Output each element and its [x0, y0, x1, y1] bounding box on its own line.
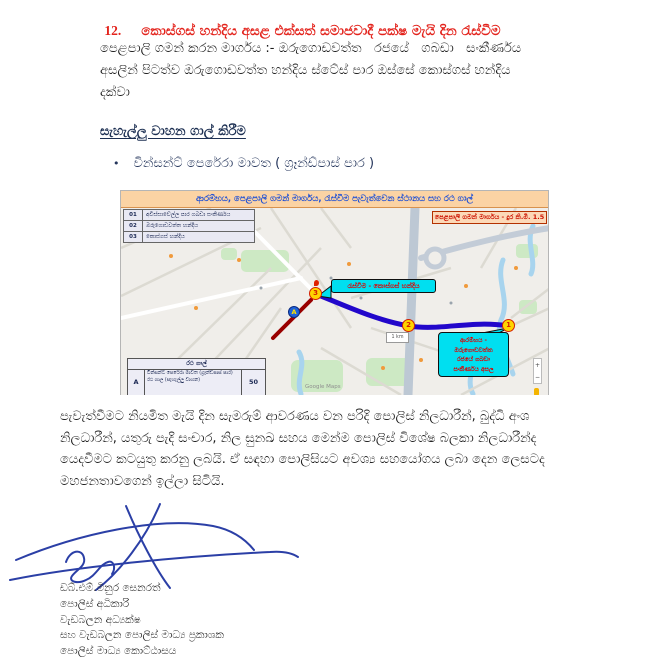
parking-description: වින්සන්ට් පෙරේරා මාවත (ග්‍රෑන්ඩ්පාස් පාර) රථ ගාල (සැහැල්ලු වාහන) [145, 370, 242, 395]
bullet-icon: • [113, 157, 120, 170]
page-title: කොස්ගස් හන්දිය අසළ එක්සත් සමාජවාදී පක්ෂ මැයි දින රැස්වීම [141, 23, 501, 39]
paragraph-line: පෙළපාලි ගමන් කරන මාර්ගය :- ඔරුගොඩවත්ත රජයේ ගබඩා සංකීර්ණය [100, 41, 522, 56]
legend-row [124, 232, 254, 242]
map-canvas [121, 208, 548, 395]
parking-capacity: 50 [248, 378, 259, 386]
legend-number: 03 [124, 232, 143, 242]
route-marker-2: 2 [402, 319, 415, 332]
pegman-icon [534, 388, 539, 395]
paragraph-line: දක්වා [100, 85, 130, 100]
parking-code: A [128, 370, 145, 395]
start-callout-line: ඔරුගොඩවත්ත [454, 346, 493, 354]
security-paragraph [60, 406, 596, 492]
signatory-block [60, 581, 224, 660]
signatory-name: ඩබ්.එම්.මිනුර සෙනරත් [60, 582, 161, 594]
paragraph-line: යෙදවීමට කටයුතු කරනු ලබයි. ඒ සඳහා පොලිසියට අවශ්‍ය සහයෝගය ලබා දෙන ලෙසටද [60, 452, 545, 467]
parking-location-bullet [113, 156, 374, 171]
parking-marker-a: A [288, 306, 300, 318]
signatory-title: පොලිස් අධිකාරි [60, 597, 130, 610]
section-heading [95, 7, 501, 39]
map-attribution: Google Maps [305, 384, 341, 390]
paragraph-line: පැවැත්වීමට නියමිත මැයි දින සැමරුම් ආවරණය වන පරිදි පොලිස් නිලධාරීන්, බුද්ධි අංශ [60, 409, 530, 424]
legend-number: 02 [124, 221, 143, 231]
legend-number: 01 [124, 210, 143, 220]
scale-indicator: 1 km [386, 332, 409, 343]
paragraph-line: මහජනතාවගෙන් ඉල්ලා සිටියි. [60, 473, 225, 489]
map-title-bar: ආරම්භය, පෙළපාලි ගමන් මාර්ගය, රැස්වීම පැවැත්වෙන ස්ථානය සහ රථ ගාල් [121, 191, 548, 208]
meeting-callout: රැස්වීම - කොස්ගස් හන්දිය [331, 279, 436, 293]
map-legend-table [123, 209, 255, 243]
legend-label: අවිස්සාවේල්ල පාර ගබඩා සංකීර්ණය [146, 212, 231, 218]
zoom-out-icon: − [534, 373, 541, 381]
route-marker-3: 3 [309, 287, 322, 300]
signatory-title: වැඩබලන අධ්‍යක්ෂ [60, 613, 141, 626]
legend-label: ඔරුගොඩවත්ත හන්දිය [146, 223, 199, 229]
route-paragraph [100, 38, 600, 104]
legend-row [124, 210, 254, 221]
start-callout-line: රජයේ ගබඩා [456, 356, 491, 363]
start-callout-line: සංකීර්ණය අසල [453, 365, 494, 373]
start-callout [438, 332, 509, 377]
parking-table-header: රථ ගාල් [128, 359, 265, 370]
route-marker-1: 1 [502, 319, 515, 332]
legend-row [124, 221, 254, 232]
table-row [128, 370, 265, 395]
zoom-in-icon: + [534, 361, 541, 369]
parking-table [127, 358, 266, 395]
route-map-figure [120, 190, 549, 395]
signatory-title: සහ වැඩබලන පොලිස් මාධ්‍ය ප්‍රකාශක [60, 629, 224, 642]
paragraph-line: නිලධාරීන්, යතුරු පැදි සංචාර, නිල සුනඛ සහය මෙන්ම පොලිස් විශේෂ බලකා නිලධාරීන්ද [60, 430, 537, 446]
zoom-control [533, 358, 542, 384]
parking-location-label: වින්සන්ට් පෙරේරා මාවත ( ග්‍රෑන්ඩ්පාස් පාර ) [133, 156, 375, 171]
start-callout-line: ආරම්භය - [459, 337, 488, 344]
legend-label: කොස්ගස් හන්දිය [146, 234, 185, 240]
distance-label: පෙළපාලි ගමන් මාර්ගය - දුර කි.මී. 1.5 [432, 211, 547, 224]
section-number: 12. [104, 23, 122, 38]
paragraph-line: අසලින් පිටත්ව ඔරුගොඩවත්ත හන්දිය ස්ටේස් පාර ඔස්සේ කොස්ගස් හන්දිය [100, 63, 511, 78]
meeting-flag-icon [314, 280, 319, 286]
signatory-title: පොලිස් මාධ්‍ය කොට්ඨාසය [60, 645, 177, 658]
parking-subheading: සැහැල්ලු වාහන ගාල් කිරීම [100, 124, 246, 139]
